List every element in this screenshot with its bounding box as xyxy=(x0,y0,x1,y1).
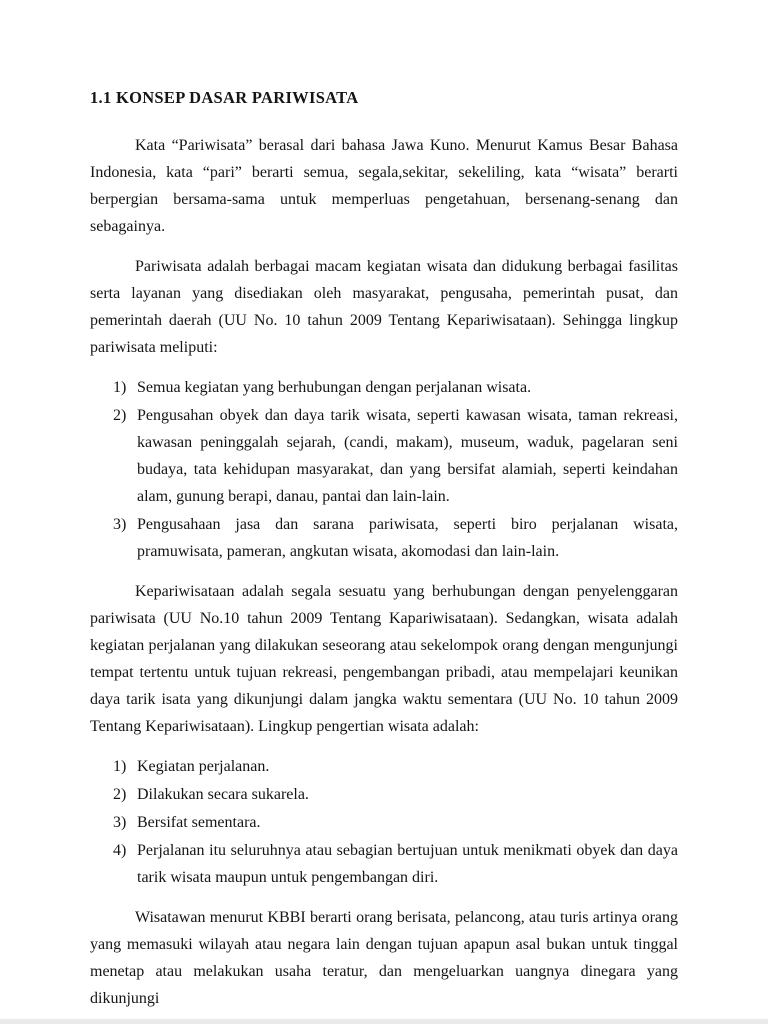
list-item-number: 1) xyxy=(113,379,127,396)
list-item-number: 2) xyxy=(113,407,127,424)
list-item xyxy=(113,511,678,565)
paragraph-lingkup-pariwisata: Pariwisata adalah berbagai macam kegiatan wisata dan didukung berbagai fasilitas serta layanan yang disediakan oleh masyarakat, pengusaha, pemerintah pusat, dan pemerintah daerah (UU No. 10 tahun 2009 Tentang Kepariwisataan). Sehingga lingkup pariwisata meliputi: xyxy=(90,258,678,356)
list-item xyxy=(113,402,678,510)
list-item xyxy=(113,753,678,780)
list-item-number: 2) xyxy=(113,786,127,803)
page-bottom-edge xyxy=(0,1019,768,1024)
paragraph-kepariwisataan: Kepariwisataan adalah segala sesuatu yang berhubungan dengan penyelenggaran pariwisata (UU No.10 tahun 2009 Tentang Kapariwisataan). Sedangkan, wisata adalah kegiatan perjalanan yang dilakukan seseorang atau sekelompok orang dengan mengunjungi tempat tertentu untuk tujuan rekreasi, pengembangan pribadi, atau mempelajari keunikan daya tarik isata yang dikunjungi dalam jangka waktu sementara (UU No. 10 tahun 2009 Tentang Kepariwisataan). Lingkup pengertian wisata adalah: xyxy=(90,583,678,735)
list-item-text: Pengusahaan jasa dan sarana pariwisata, seperti biro perjalanan wisata, pramuwisata, pameran, angkutan wisata, akomodasi dan lain-lain. xyxy=(137,516,678,560)
list-item-text: Pengusahan obyek dan daya tarik wisata, seperti kawasan wisata, taman rekreasi, kawasan peninggalah sejarah, (candi, makam), museum, waduk, pagelaran seni budaya, tata kehidupan masyarakat, dan yang bersifat alamiah, seperti keindahan alam, gunung berapi, danau, pantai dan lain-lain. xyxy=(137,407,678,505)
paragraph-wisatawan: Wisatawan menurut KBBI berarti orang berisata, pelancong, atau turis artinya orang yang memasuki wilayah atau negara lain dengan tujuan apapun asal bukan untuk tinggal menetap atau melakukan usaha teratur, dan mengeluarkan uangnya dinegara yang dikunjungi xyxy=(90,909,678,1007)
numbered-list-lingkup-pariwisata xyxy=(113,374,678,565)
numbered-list-pengertian-wisata xyxy=(113,753,678,891)
list-item-text: Kegiatan perjalanan. xyxy=(137,758,270,775)
section-heading: 1.1 KONSEP DASAR PARIWISATA xyxy=(90,88,359,107)
list-item-number: 3) xyxy=(113,814,127,831)
list-item-text: Dilakukan secara sukarela. xyxy=(137,786,309,803)
list-item xyxy=(113,781,678,808)
list-item-number: 4) xyxy=(113,842,127,859)
paragraph-definition-pariwisata: Kata “Pariwisata” berasal dari bahasa Jawa Kuno. Menurut Kamus Besar Bahasa Indonesia, kata “pari” berarti semua, segala,sekitar, sekeliling, kata “wisata” berarti berpergian bersama-sama untuk memperluas pengetahuan, bersenang-senang dan sebagainya. xyxy=(90,137,678,235)
list-item-number: 3) xyxy=(113,516,127,533)
list-item xyxy=(113,837,678,891)
document-content xyxy=(90,88,678,1024)
list-item-text: Perjalanan itu seluruhnya atau sebagian bertujuan untuk menikmati obyek dan daya tarik wisata maupun untuk pengembangan diri. xyxy=(137,842,678,886)
list-item-number: 1) xyxy=(113,758,127,775)
list-item-text: Semua kegiatan yang berhubungan dengan perjalanan wisata. xyxy=(137,379,532,396)
list-item xyxy=(113,809,678,836)
list-item xyxy=(113,374,678,401)
list-item-text: Bersifat sementara. xyxy=(137,814,261,831)
